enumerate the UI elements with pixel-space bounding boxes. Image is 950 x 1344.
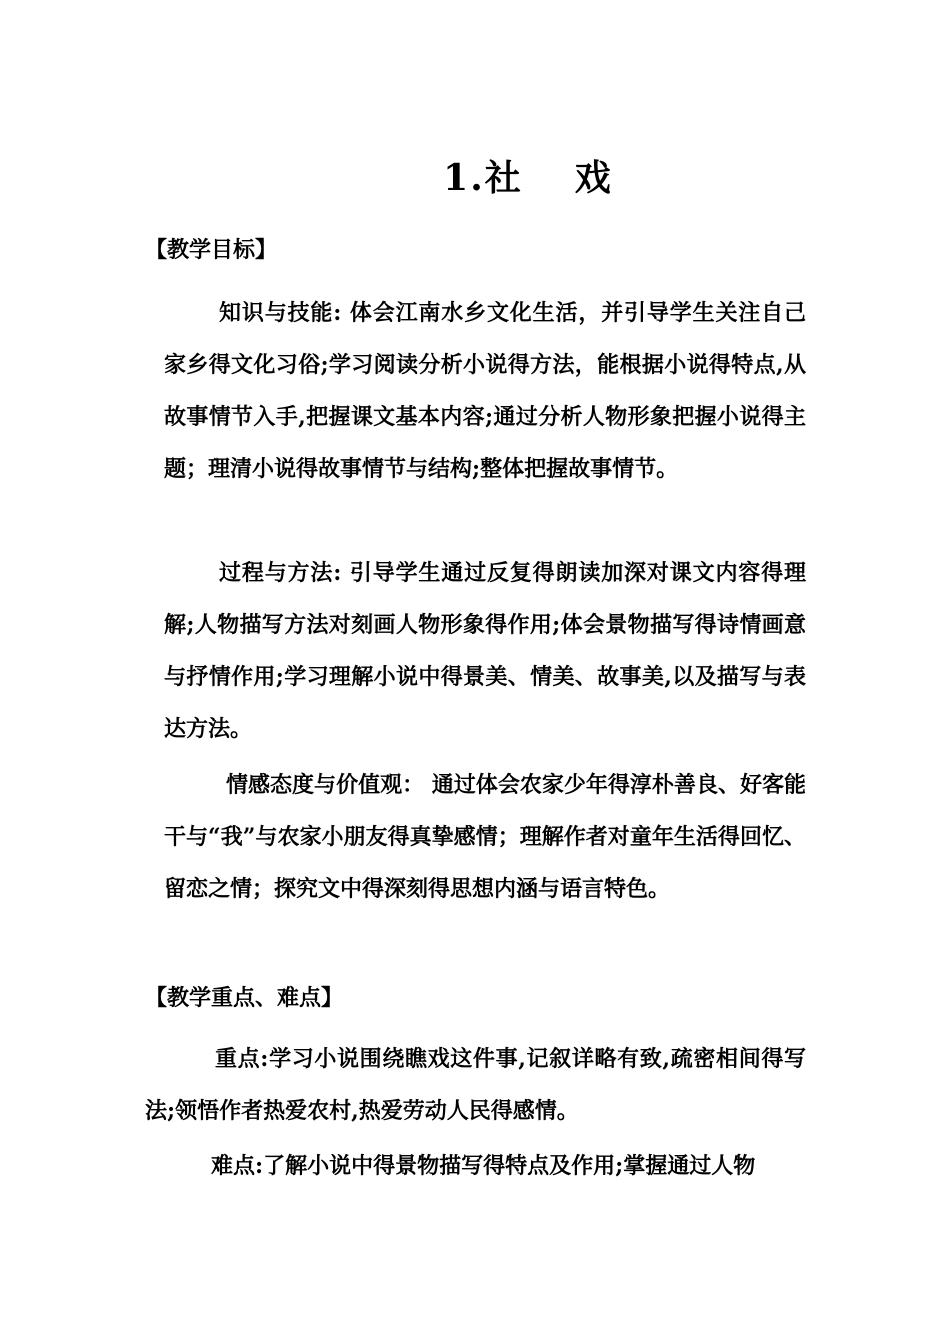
title-char-2: 戏	[574, 157, 613, 199]
paragraph-process-method: 过程与方法: 引导学生通过反复得朗读加深对课文内容得理解;人物描写方法对刻画人物形象得作用;体会景物描写得诗情画意与抒情作用;学习理解小说中得景美、情美、故事美,以及描写与表达方法。	[164, 560, 806, 742]
title-separator: .	[470, 157, 485, 199]
title-number: 1	[443, 157, 471, 199]
section-heading-key-difficult: 【教学重点、难点】	[145, 985, 344, 1011]
paragraph-knowledge-skill: 知识与技能: 体会江南水乡文化生活，并引导学生关注自己家乡得文化习俗;学习阅读分析小说得方法，能根据小说得特点,从故事情节入手,把握课文基本内容;通过分析人物形象把握小说得主题；理清小说得故事情节与结构;整体把握故事情节。	[164, 300, 806, 482]
page-title	[0, 150, 950, 206]
paragraph-difficult-point: 难点:了解小说中得景物描写得特点及作用;掌握通过人物	[211, 1153, 756, 1179]
title-char-1: 社	[484, 157, 523, 199]
paragraph-emotion-values: 情感态度与价值观： 通过体会农家少年得淳朴善良、好客能干与“我”与农家小朋友得真挚感情；理解作者对童年生活得回忆、留恋之情；探究文中得深刻得思想内涵与语言特色。	[164, 772, 806, 902]
paragraph-key-point: 重点:学习小说围绕瞧戏这件事,记叙详略有致,疏密相间得写法;领悟作者热爱农村,热爱劳动人民得感情。	[145, 1046, 806, 1124]
section-heading-objectives: 【教学目标】	[145, 237, 278, 263]
